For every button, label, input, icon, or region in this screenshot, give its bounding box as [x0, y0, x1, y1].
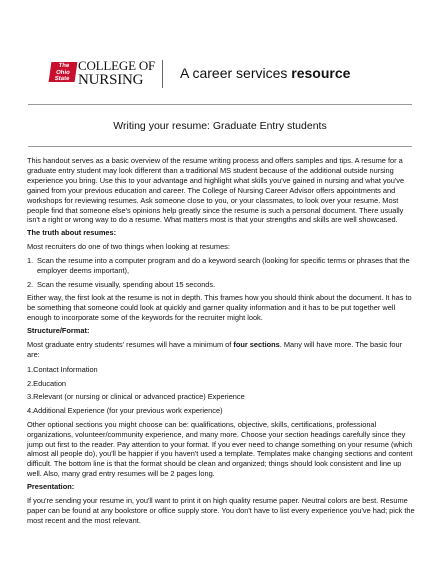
truth-followup: Either way, the first look at the resume is not in depth. This frames how you should think about the document. It has to be something that someone could look at quickly and garner quality information and it has to be put together well enough to incorporate some of the keywords for the recruiter might look. [27, 293, 412, 323]
university-seal [49, 62, 78, 82]
truth-intro: Most recruiters do one of two things when looking at resumes: [27, 242, 230, 252]
structure-followup: Other optional sections you might choose can be: qualifications, objective, skills, certifications, professional organizations, volunteer/community experience, and many more. Choose your section headings carefully since they jump out first to the reader. Pay attention to your format. If you ever need to change something on your resume (which almost all people do), you'll be happier if you haven't used a template. Templates make changing sections and content difficult. The bottom line is that the format should be clean and organized; things should look consistent and line up well. Also, many grad entry resumes will be 2 pages long. [27, 419, 413, 479]
intro-paragraph: This handout serves as a basic overview of the resume writing process and offers samples and tips. A resume for a graduate entry student may look different than a traditional MS student because of the additional outside nursing experience you bring. Use this to your advantage and highlight what skills you've gained in nursing and what you've gained from your previous education and career. The College of Nursing Career Advisor offers appointments and workshops for reviewing resumes. Ask someone close to you, or your classmates, to look over your resume. Most people find that someone else's opinions help greatly since the resume is such a personal document. There usually isn't a right or wrong way to do a resume. What matters most is that your strengths and skills are well showcased. [27, 156, 405, 225]
structure-intro-text: . Many will have more. The basic four are: [27, 340, 403, 359]
list-number: 1. [27, 256, 34, 266]
list-item [27, 280, 415, 290]
presentation-paragraph: If you're sending your resume in, you'll want to print it on high quality resume paper. Neutral colors are best. Resume paper can be found at any bookstore or office supply store. You don't have to list every experience you've had; pick the most recent and the most relevant. [27, 496, 415, 525]
header-divider [162, 60, 163, 88]
list-text: Scan the resume into a computer program and do a keyword search (looking for specific terms or phrases that the employer deems important), [37, 256, 410, 276]
header-tagline [180, 65, 350, 81]
seal-line: State [54, 76, 70, 82]
seal-line: The [58, 63, 70, 69]
list-item: 2.Education [27, 378, 67, 388]
list-item [27, 256, 415, 276]
list-item: 4.Additional Experience (for your previous work experience) [27, 406, 223, 416]
truth-heading: The truth about resumes: [27, 228, 117, 238]
logo-line-1: COLLEGE OF [78, 58, 156, 73]
logo-wordmark [78, 60, 155, 87]
presentation-heading: Presentation: [27, 482, 75, 492]
header-rule [28, 104, 412, 105]
seal-line: Ohio [55, 69, 71, 76]
list-text: Scan the resume visually, spending about 15 seconds. [37, 279, 216, 289]
title-rule [28, 146, 412, 147]
college-logo [48, 58, 176, 92]
structure-intro-text: Most graduate entry students' resumes will have a minimum of [27, 340, 234, 350]
document-title: Writing your resume: Graduate Entry students [113, 120, 327, 132]
list-item: 3.Relevant (or nursing or clinical or advanced practice) Experience [27, 392, 245, 402]
structure-intro [27, 340, 415, 360]
structure-intro-bold: four sections [233, 340, 280, 350]
structure-heading: Structure/Format: [27, 326, 90, 336]
tagline-bold: resource [291, 65, 351, 81]
document-body [27, 156, 415, 528]
list-item: 1.Contact Information [27, 364, 98, 374]
page-header [48, 58, 394, 92]
logo-line-2: NURSING [78, 71, 144, 88]
tagline-prefix: A career services [180, 65, 292, 81]
list-number: 2. [27, 279, 34, 289]
